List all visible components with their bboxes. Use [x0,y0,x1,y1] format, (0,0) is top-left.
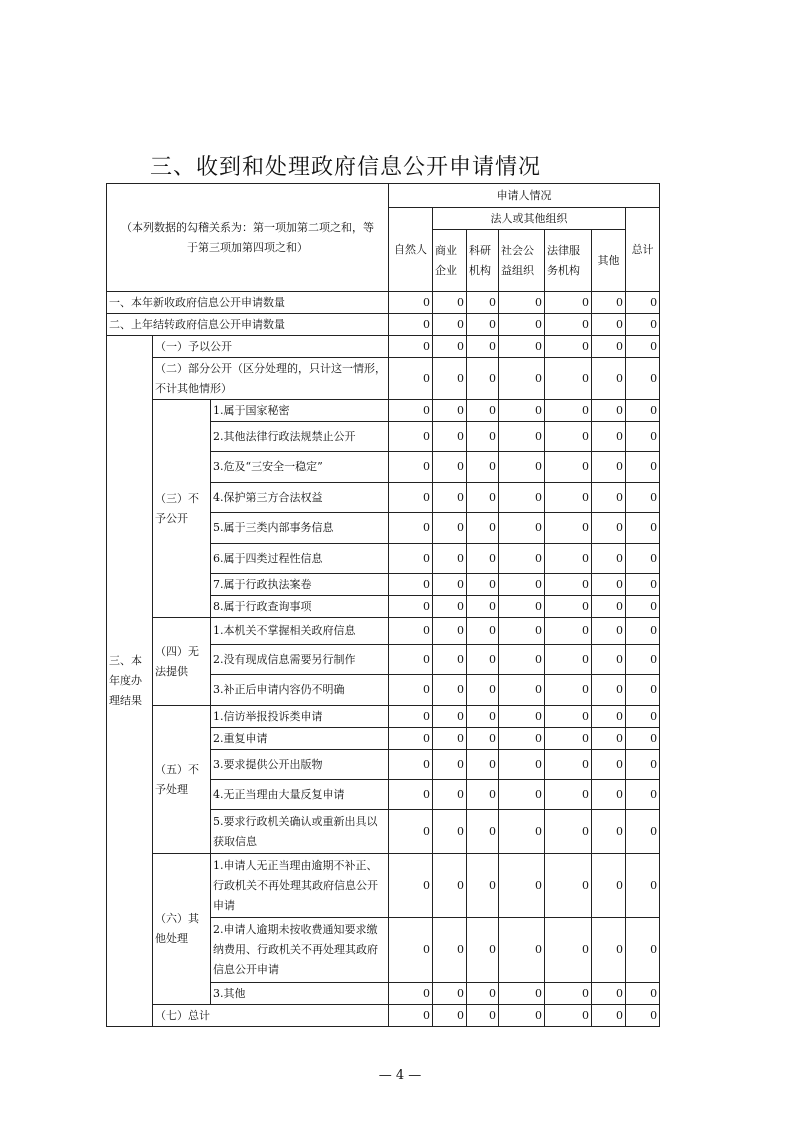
count-cell: 0 [545,422,592,452]
g5-item: 3.要求提供公开出版物 [211,750,389,780]
count-cell: 0 [626,400,660,422]
count-cell: 0 [499,336,545,358]
count-cell: 0 [592,400,626,422]
count-cell: 0 [545,618,592,645]
count-cell: 0 [467,706,499,728]
count-cell: 0 [499,645,545,675]
count-cell: 0 [545,728,592,750]
count-cell: 0 [626,918,660,983]
result-label: 三、本年度办理结果 [107,336,153,1027]
application-table [106,183,660,1027]
g3-item: 4.保护第三方合法权益 [211,483,389,513]
count-cell: 0 [499,706,545,728]
count-cell: 0 [626,780,660,810]
count-cell: 0 [626,854,660,918]
count-cell: 0 [545,400,592,422]
count-cell: 0 [592,780,626,810]
g5-item: 5.要求行政机关确认或重新出具以获取信息 [211,810,389,854]
count-cell: 0 [592,983,626,1005]
count-cell: 0 [389,574,433,596]
count-cell: 0 [545,706,592,728]
count-cell: 0 [467,780,499,810]
count-cell: 0 [433,675,467,706]
count-cell: 0 [389,544,433,574]
count-cell: 0 [499,1005,545,1027]
count-cell: 0 [499,675,545,706]
count-cell: 0 [433,1005,467,1027]
count-cell: 0 [467,422,499,452]
count-cell: 0 [467,1005,499,1027]
count-cell: 0 [389,618,433,645]
count-cell: 0 [499,358,545,400]
g4-item: 1.本机关不掌握相关政府信息 [211,618,389,645]
count-cell: 0 [467,675,499,706]
count-cell: 0 [499,292,545,314]
header-applicant: 申请人情况 [389,184,660,208]
count-cell: 0 [626,513,660,544]
count-cell: 0 [433,645,467,675]
count-cell: 0 [389,596,433,618]
g6-item: 2.申请人逾期未按收费通知要求缴纳费用、行政机关不再处理其政府信息公开申请 [211,918,389,983]
count-cell: 0 [499,780,545,810]
count-cell: 0 [389,918,433,983]
header-research: 科研机构 [467,230,499,292]
count-cell: 0 [592,706,626,728]
count-cell: 0 [545,314,592,336]
count-cell: 0 [626,422,660,452]
count-cell: 0 [545,544,592,574]
count-cell: 0 [499,810,545,854]
count-cell: 0 [626,544,660,574]
count-cell: 0 [467,483,499,513]
count-cell: 0 [626,336,660,358]
header-note: （本列数据的勾稽关系为：第一项加第二项之和，等于第三项加第四项之和） [107,184,389,292]
count-cell: 0 [433,706,467,728]
page-number: — 4 — [378,1068,422,1083]
count-cell: 0 [433,574,467,596]
count-cell: 0 [389,400,433,422]
count-cell: 0 [592,728,626,750]
count-cell: 0 [592,544,626,574]
count-cell: 0 [467,750,499,780]
g2-label: （二）部分公开（区分处理的，只计这一情形，不计其他情形） [153,358,389,400]
count-cell: 0 [389,675,433,706]
count-cell: 0 [545,483,592,513]
count-cell: 0 [545,983,592,1005]
count-cell: 0 [499,483,545,513]
g3-label: （三）不予公开 [153,400,211,618]
count-cell: 0 [626,314,660,336]
count-cell: 0 [545,780,592,810]
header-natural-person: 自然人 [389,208,433,292]
count-cell: 0 [545,596,592,618]
count-cell: 0 [389,810,433,854]
count-cell: 0 [389,358,433,400]
count-cell: 0 [592,675,626,706]
count-cell: 0 [467,728,499,750]
count-cell: 0 [499,314,545,336]
count-cell: 0 [389,292,433,314]
count-cell: 0 [467,513,499,544]
count-cell: 0 [433,810,467,854]
header-social: 社会公益组织 [499,230,545,292]
g5-label: （五）不予处理 [153,706,211,854]
count-cell: 0 [626,618,660,645]
count-cell: 0 [467,358,499,400]
g3-item: 3.危及“三安全一稳定” [211,452,389,483]
count-cell: 0 [592,918,626,983]
count-cell: 0 [433,854,467,918]
count-cell: 0 [433,596,467,618]
count-cell: 0 [467,810,499,854]
count-cell: 0 [545,750,592,780]
count-cell: 0 [545,918,592,983]
count-cell: 0 [433,314,467,336]
g7-label: （七）总计 [153,1005,389,1027]
count-cell: 0 [592,596,626,618]
count-cell: 0 [433,358,467,400]
count-cell: 0 [626,596,660,618]
count-cell: 0 [545,452,592,483]
count-cell: 0 [499,544,545,574]
count-cell: 0 [592,1005,626,1027]
g6-item: 3.其他 [211,983,389,1005]
row-new-label: 一、本年新收政府信息公开申请数量 [107,292,389,314]
count-cell: 0 [499,513,545,544]
count-cell: 0 [499,422,545,452]
count-cell: 0 [592,750,626,780]
g3-item: 5.属于三类内部事务信息 [211,513,389,544]
g3-item: 7.属于行政执法案卷 [211,574,389,596]
count-cell: 0 [545,336,592,358]
count-cell: 0 [499,618,545,645]
g6-label: （六）其他处理 [153,854,211,1005]
count-cell: 0 [433,483,467,513]
count-cell: 0 [433,544,467,574]
count-cell: 0 [592,336,626,358]
g3-item: 2.其他法律行政法规禁止公开 [211,422,389,452]
g3-item: 1.属于国家秘密 [211,400,389,422]
count-cell: 0 [626,452,660,483]
count-cell: 0 [545,854,592,918]
count-cell: 0 [433,336,467,358]
g5-item: 1.信访举报投诉类申请 [211,706,389,728]
count-cell: 0 [592,513,626,544]
count-cell: 0 [592,645,626,675]
count-cell: 0 [467,596,499,618]
count-cell: 0 [389,452,433,483]
count-cell: 0 [545,292,592,314]
g5-item: 2.重复申请 [211,728,389,750]
count-cell: 0 [389,483,433,513]
count-cell: 0 [592,483,626,513]
count-cell: 0 [545,645,592,675]
count-cell: 0 [467,292,499,314]
count-cell: 0 [433,292,467,314]
count-cell: 0 [467,854,499,918]
count-cell: 0 [433,400,467,422]
g3-item: 6.属于四类过程性信息 [211,544,389,574]
count-cell: 0 [467,452,499,483]
count-cell: 0 [389,750,433,780]
count-cell: 0 [545,1005,592,1027]
count-cell: 0 [545,358,592,400]
count-cell: 0 [467,918,499,983]
count-cell: 0 [389,513,433,544]
count-cell: 0 [433,422,467,452]
page-title: 三、收到和处理政府信息公开申请情况 [150,155,542,180]
count-cell: 0 [499,854,545,918]
count-cell: 0 [467,983,499,1005]
g1-label: （一）予以公开 [153,336,389,358]
count-cell: 0 [389,314,433,336]
g3-item: 8.属于行政查询事项 [211,596,389,618]
count-cell: 0 [592,358,626,400]
g6-item: 1.申请人无正当理由逾期不补正、行政机关不再处理其政府信息公开申请 [211,854,389,918]
g4-item: 2.没有现成信息需要另行制作 [211,645,389,675]
count-cell: 0 [389,422,433,452]
count-cell: 0 [467,645,499,675]
count-cell: 0 [499,452,545,483]
count-cell: 0 [626,706,660,728]
count-cell: 0 [467,336,499,358]
header-business: 商业企业 [433,230,467,292]
header-total: 总计 [626,208,660,292]
count-cell: 0 [467,400,499,422]
g4-label: （四）无法提供 [153,618,211,706]
count-cell: 0 [433,618,467,645]
count-cell: 0 [592,292,626,314]
count-cell: 0 [433,918,467,983]
count-cell: 0 [389,854,433,918]
count-cell: 0 [433,728,467,750]
count-cell: 0 [499,750,545,780]
count-cell: 0 [592,314,626,336]
count-cell: 0 [626,483,660,513]
count-cell: 0 [626,574,660,596]
count-cell: 0 [467,574,499,596]
count-cell: 0 [626,645,660,675]
count-cell: 0 [389,780,433,810]
count-cell: 0 [433,750,467,780]
count-cell: 0 [626,1005,660,1027]
count-cell: 0 [433,780,467,810]
count-cell: 0 [467,314,499,336]
count-cell: 0 [433,452,467,483]
count-cell: 0 [592,854,626,918]
count-cell: 0 [626,983,660,1005]
count-cell: 0 [626,358,660,400]
header-other: 其他 [592,230,626,292]
count-cell: 0 [499,983,545,1005]
count-cell: 0 [626,810,660,854]
count-cell: 0 [499,596,545,618]
g5-item: 4.无正当理由大量反复申请 [211,780,389,810]
count-cell: 0 [592,574,626,596]
count-cell: 0 [592,810,626,854]
count-cell: 0 [545,810,592,854]
count-cell: 0 [592,422,626,452]
count-cell: 0 [389,706,433,728]
count-cell: 0 [626,292,660,314]
count-cell: 0 [626,750,660,780]
count-cell: 0 [545,675,592,706]
header-legal-service: 法律服务机构 [545,230,592,292]
count-cell: 0 [545,574,592,596]
count-cell: 0 [389,983,433,1005]
count-cell: 0 [545,513,592,544]
g4-item: 3.补正后申请内容仍不明确 [211,675,389,706]
count-cell: 0 [467,544,499,574]
header-legal-org: 法人或其他组织 [433,208,626,230]
count-cell: 0 [389,645,433,675]
count-cell: 0 [389,336,433,358]
count-cell: 0 [389,1005,433,1027]
count-cell: 0 [389,728,433,750]
count-cell: 0 [499,728,545,750]
row-carry-label: 二、上年结转政府信息公开申请数量 [107,314,389,336]
count-cell: 0 [499,918,545,983]
count-cell: 0 [433,983,467,1005]
count-cell: 0 [499,574,545,596]
count-cell: 0 [626,675,660,706]
count-cell: 0 [626,728,660,750]
count-cell: 0 [467,618,499,645]
count-cell: 0 [592,618,626,645]
count-cell: 0 [592,452,626,483]
count-cell: 0 [433,513,467,544]
count-cell: 0 [499,400,545,422]
